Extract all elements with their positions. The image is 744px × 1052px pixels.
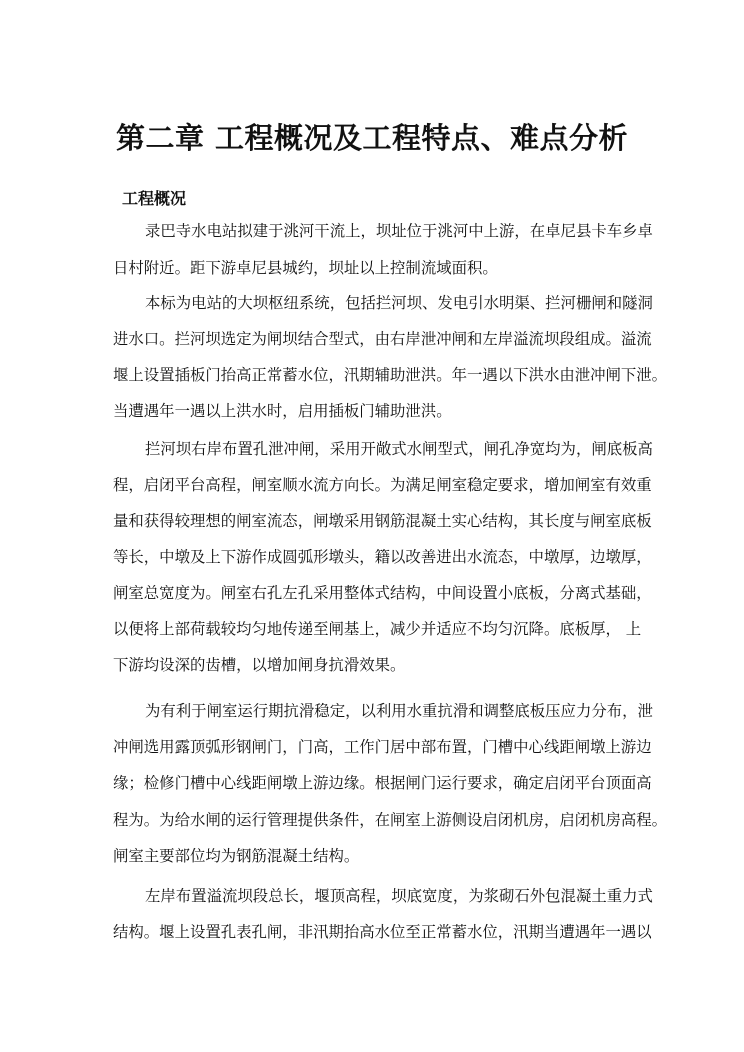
paragraph-line: 量和获得较理想的闸室流态，闸墩采用钢筋混凝土实心结构，其长度与闸室底板 bbox=[113, 512, 652, 530]
paragraph-line: 冲闸选用露顶弧形钢闸门，门高，工作门居中部布置，门槽中心线距闸墩上游边 bbox=[113, 738, 652, 756]
paragraph-line: 录巴寺水电站拟建于洮河干流上，坝址位于洮河中上游，在卓尼县卡车乡卓 bbox=[145, 222, 653, 240]
paragraph-line: 拦河坝右岸布置孔泄冲闸，采用开敞式水闸型式，闸孔净宽均为，闸底板高 bbox=[145, 440, 653, 458]
paragraph-line: 等长，中墩及上下游作成圆弧形墩头，籍以改善进出水流态，中墩厚，边墩厚， bbox=[113, 548, 652, 566]
paragraph-line: 闸室总宽度为。闸室右孔左孔采用整体式结构，中间设置小底板，分离式基础， bbox=[113, 584, 652, 602]
paragraph-line: 程，启闭平台高程，闸室顺水流方向长。为满足闸室稳定要求，增加闸室有效重 bbox=[113, 476, 652, 494]
paragraph-line: 结构。堰上设置孔表孔闸，非汛期抬高水位至正常蓄水位，汛期当遭遇年一遇以 bbox=[113, 923, 652, 941]
paragraph-line: 日村附近。距下游卓尼县城约，坝址以上控制流域面积。 bbox=[113, 259, 498, 277]
chapter-title: 第二章 工程概况及工程特点、难点分析 bbox=[115, 121, 629, 155]
paragraph-line: 下游均设深的齿槽，以增加闸身抗滑效果。 bbox=[113, 656, 406, 674]
section-heading: 工程概况 bbox=[122, 189, 187, 208]
paragraph-line: 为有利于闸室运行期抗滑稳定，以利用水重抗滑和调整底板压应力分布，泄 bbox=[145, 702, 653, 720]
paragraph-line: 闸室主要部位均为钢筋混凝土结构。 bbox=[113, 847, 360, 865]
paragraph-line: 程为。为给水闸的运行管理提供条件，在闸室上游侧设启闭机房，启闭机房高程。 bbox=[113, 811, 668, 829]
paragraph-line: 本标为电站的大坝枢纽系统，包括拦河坝、发电引水明渠、拦河栅闸和隧洞 bbox=[145, 294, 653, 312]
paragraph-line: 堰上设置插板门抬高正常蓄水位，汛期辅助泄洪。年一遇以下洪水由泄冲闸下泄。 bbox=[113, 366, 668, 384]
paragraph-line: 进水口。拦河坝选定为闸坝结合型式，由右岸泄冲闸和左岸溢流坝段组成。溢流 bbox=[113, 330, 652, 348]
paragraph-line: 以便将上部荷载较均匀地传递至闸基上，减少并适应不均匀沉降。底板厚， 上 bbox=[113, 620, 642, 638]
paragraph-line: 左岸布置溢流坝段总长，堰顶高程，坝底宽度，为浆砌石外包混凝土重力式 bbox=[145, 887, 653, 905]
paragraph-line: 缘；检修门槽中心线距闸墩上游边缘。根据闸门运行要求，确定启闭平台顶面高 bbox=[113, 774, 652, 792]
paragraph-line: 当遭遇年一遇以上洪水时，启用插板门辅助泄洪。 bbox=[113, 402, 452, 420]
